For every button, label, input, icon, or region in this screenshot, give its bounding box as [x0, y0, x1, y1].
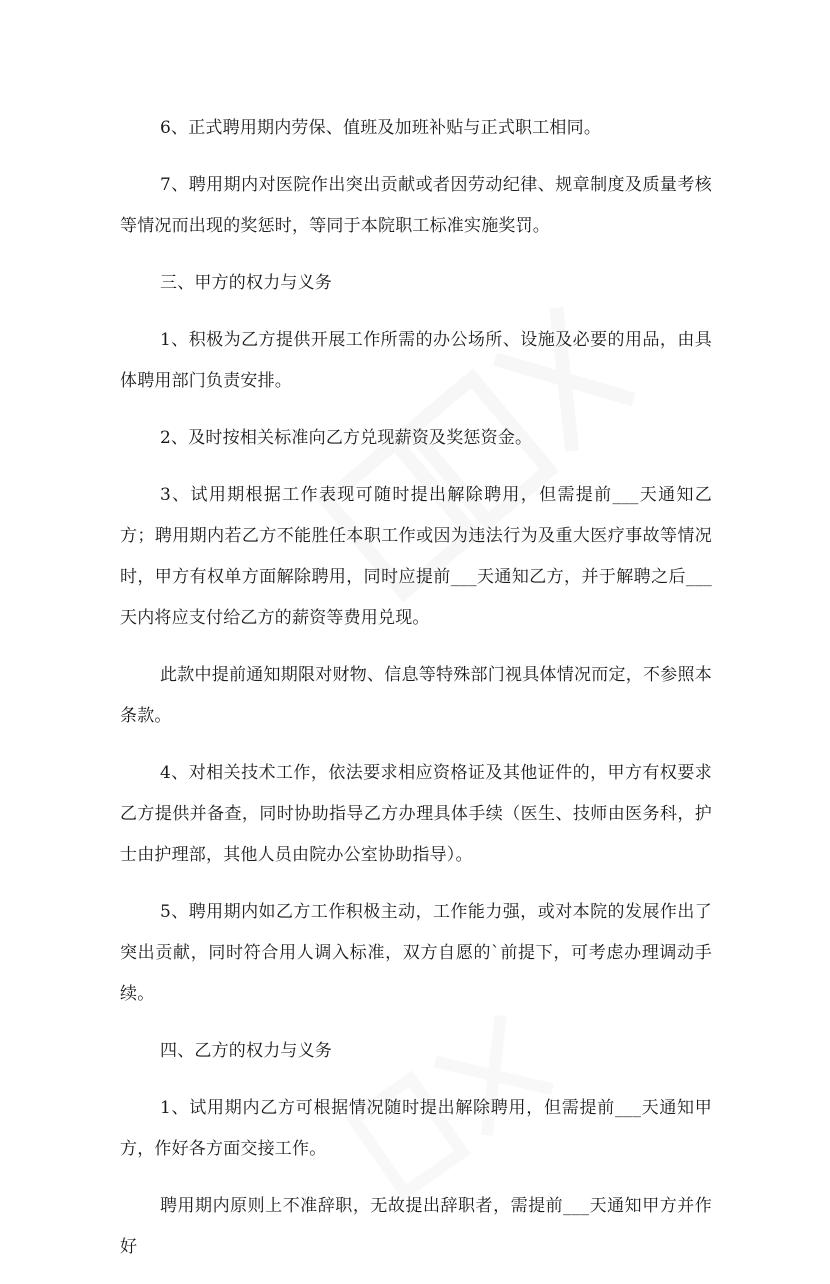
paragraph: 3、试用期根据工作表现可随时提出解除聘用，但需提前___天通知乙方；聘用期内若乙方不能胜任本职工作或因为违法行为及重大医疗事故等情况时，甲方有权单方面解除聘用，同时应提前___天通知乙方，并于解聘之后___天内将应支付给乙方的薪资等费用兑现。 [120, 485, 712, 628]
paragraph: 7、聘用期内对医院作出突出贡献或者因劳动纪律、规章制度及质量考核等情况而出现的奖惩时，等同于本院职工标准实施奖罚。 [120, 175, 712, 236]
paragraph: 5、聘用期内如乙方工作积极主动，工作能力强，或对本院的发展作出了突出贡献，同时符合用人调入标准，双方自愿的`前提下，可考虑办理调动手续。 [120, 902, 712, 1004]
paragraph: 聘用期内原则上不准辞职，无故提出辞职者，需提前___天通知甲方并作好 [120, 1196, 712, 1257]
document-body [120, 108, 712, 1284]
paragraph: 2、及时按相关标准向乙方兑现薪资及奖惩资金。 [160, 428, 533, 448]
paragraph: 4、对相关技术工作，依法要求相应资格证及其他证件的，甲方有权要求乙方提供并备查，同时协助指导乙方办理具体手续（医生、技师由医务科，护士由护理部，其他人员由院办公室协助指导）。 [120, 763, 712, 865]
paragraph: 1、积极为乙方提供开展工作所需的办公场所、设施及必要的用品，由具体聘用部门负责安排。 [120, 330, 712, 391]
section-heading: 三、甲方的权力与义务 [160, 273, 332, 293]
paragraph: 6、正式聘用期内劳保、值班及加班补贴与正式职工相同。 [160, 118, 602, 138]
paragraph: 此款中提前通知期限对财物、信息等特殊部门视具体情况而定，不参照本条款。 [120, 665, 712, 726]
paragraph: 1、试用期内乙方可根据情况随时提出解除聘用，但需提前___天通知甲方，作好各方面交接工作。 [120, 1098, 712, 1159]
section-heading: 四、乙方的权力与义务 [160, 1041, 332, 1061]
